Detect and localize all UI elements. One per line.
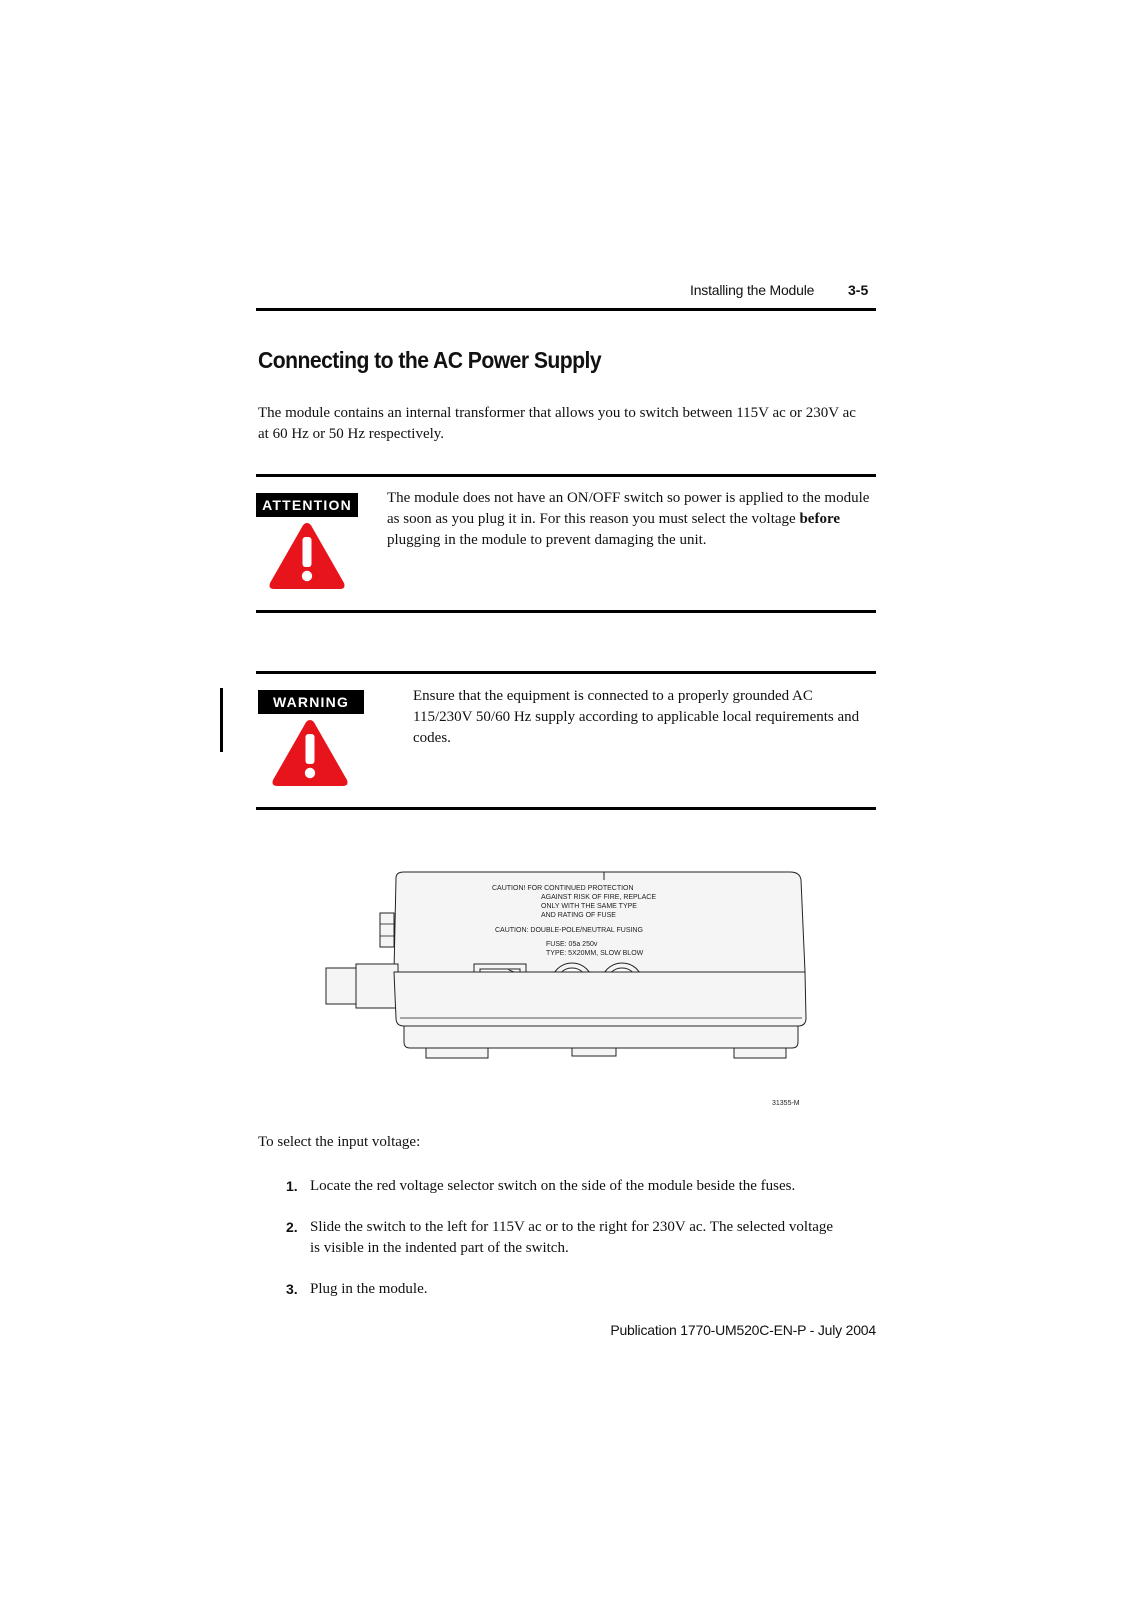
- step-number: 3.: [286, 1281, 298, 1297]
- step-number: 1.: [286, 1178, 298, 1194]
- step-text: Plug in the module.: [310, 1281, 428, 1297]
- warning-triangle-icon: [266, 519, 348, 593]
- figure-id: 31355-M: [772, 1100, 800, 1107]
- page-title: Connecting to the AC Power Supply: [258, 347, 602, 373]
- attention-bottom-rule: [256, 610, 876, 613]
- running-header-title: Installing the Module: [690, 282, 815, 298]
- caution-line-2: AGAINST RISK OF FIRE, REPLACE: [541, 894, 657, 901]
- caution-line-3: ONLY WITH THE SAME TYPE: [541, 903, 637, 910]
- warning-top-rule: [256, 671, 876, 674]
- step-text: Slide the switch to the left for 115V ac or to the right for 230V ac. The selected voltage is visible in the indented part of the switch.: [310, 1219, 834, 1256]
- warning-text: Ensure that the equipment is connected to a properly grounded AC 115/230V 50/60 Hz supply according to applicable local requirements and codes.: [413, 688, 860, 746]
- steps-intro: To select the input voltage:: [258, 1134, 421, 1150]
- change-bar: [220, 688, 223, 752]
- module-side-view-figure: [320, 868, 820, 1118]
- attention-label: ATTENTION: [256, 493, 358, 517]
- intro-paragraph: The module contains an internal transformer that allows you to switch between 115V ac or 230V ac at 60 Hz or 50 Hz respectively.: [258, 405, 856, 442]
- caution-line-4: AND RATING OF FUSE: [541, 912, 616, 919]
- warning-triangle-icon: [269, 716, 351, 790]
- fuse-type: TYPE: 5X20MM, SLOW BLOW: [546, 950, 644, 957]
- page-number: 3-5: [848, 282, 869, 298]
- step-text: Locate the red voltage selector switch on the side of the module beside the fuses.: [310, 1178, 796, 1194]
- warning-bottom-rule: [256, 807, 876, 810]
- heading-wrap: [258, 347, 631, 374]
- caution-line-5: CAUTION: DOUBLE-POLE/NEUTRAL FUSING: [495, 927, 643, 934]
- warning-label: WARNING: [258, 690, 364, 714]
- attention-text: The module does not have an ON/OFF switch so power is applied to the module as soon as you plug it in. For this reason you must select the voltage before plugging in the module to prevent damaging the unit.: [387, 490, 870, 548]
- attention-top-rule: [256, 474, 876, 477]
- step-number: 2.: [286, 1219, 298, 1235]
- publication-footer: Publication 1770-UM520C-EN-P - July 2004: [610, 1322, 876, 1338]
- caution-line-1: CAUTION! FOR CONTINUED PROTECTION: [492, 885, 634, 892]
- header-rule: [256, 308, 876, 311]
- fuse-rating: FUSE: 05a 250v: [546, 941, 598, 948]
